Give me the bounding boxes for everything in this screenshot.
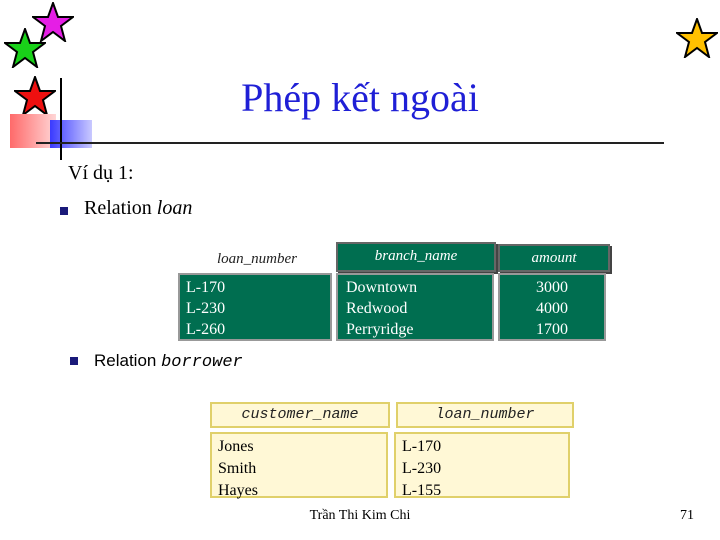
borrower-column-customer-name bbox=[210, 432, 388, 498]
table-cell: 3000 bbox=[536, 279, 568, 296]
loan-column-branch-name bbox=[336, 273, 494, 341]
loan-header-branch-name: branch_name bbox=[336, 242, 496, 272]
bullet-icon bbox=[70, 357, 78, 365]
loan-column-loan-number bbox=[178, 273, 332, 341]
loan-column-amount bbox=[498, 273, 606, 341]
relation-name: loan bbox=[156, 197, 193, 219]
title-underline bbox=[36, 142, 664, 144]
table-cell: L-230 bbox=[402, 460, 442, 477]
table-cell: L-170 bbox=[186, 279, 226, 296]
loan-header-loan-number: loan_number bbox=[178, 246, 336, 272]
relation-borrower-label bbox=[94, 351, 243, 372]
borrower-header-customer-name: customer_name bbox=[210, 402, 390, 428]
example-label: Ví dụ 1: bbox=[68, 162, 134, 184]
table-cell: 4000 bbox=[536, 300, 568, 317]
table-cell: Perryridge bbox=[346, 321, 414, 338]
table-cell: L-230 bbox=[186, 300, 226, 317]
table-cell: 1700 bbox=[536, 321, 568, 338]
table-cell: Redwood bbox=[346, 300, 408, 317]
table-cell: L-170 bbox=[402, 438, 442, 455]
borrower-column-loan-number bbox=[394, 432, 570, 498]
relation-prefix: Relation bbox=[94, 351, 157, 370]
bullet-icon bbox=[60, 207, 68, 215]
table-cell: Downtown bbox=[346, 279, 418, 296]
table-cell: L-155 bbox=[402, 482, 442, 499]
table-cell: Jones bbox=[218, 438, 254, 455]
table-cell: Smith bbox=[218, 460, 257, 477]
borrower-header-loan-number: loan_number bbox=[396, 402, 574, 428]
relation-prefix: Relation bbox=[84, 197, 152, 219]
table-cell: Hayes bbox=[218, 482, 258, 499]
table-cell: L-260 bbox=[186, 321, 226, 338]
yellow-star-icon bbox=[676, 18, 718, 58]
slide-title: Phép kết ngoài bbox=[241, 75, 479, 120]
relation-name: borrower bbox=[161, 353, 243, 372]
footer-author: Trần Thi Kim Chi bbox=[309, 508, 411, 523]
loan-header-amount: amount bbox=[498, 244, 610, 272]
green-star-icon bbox=[4, 28, 46, 68]
page-number: 71 bbox=[680, 508, 694, 523]
relation-loan-label bbox=[84, 197, 192, 220]
